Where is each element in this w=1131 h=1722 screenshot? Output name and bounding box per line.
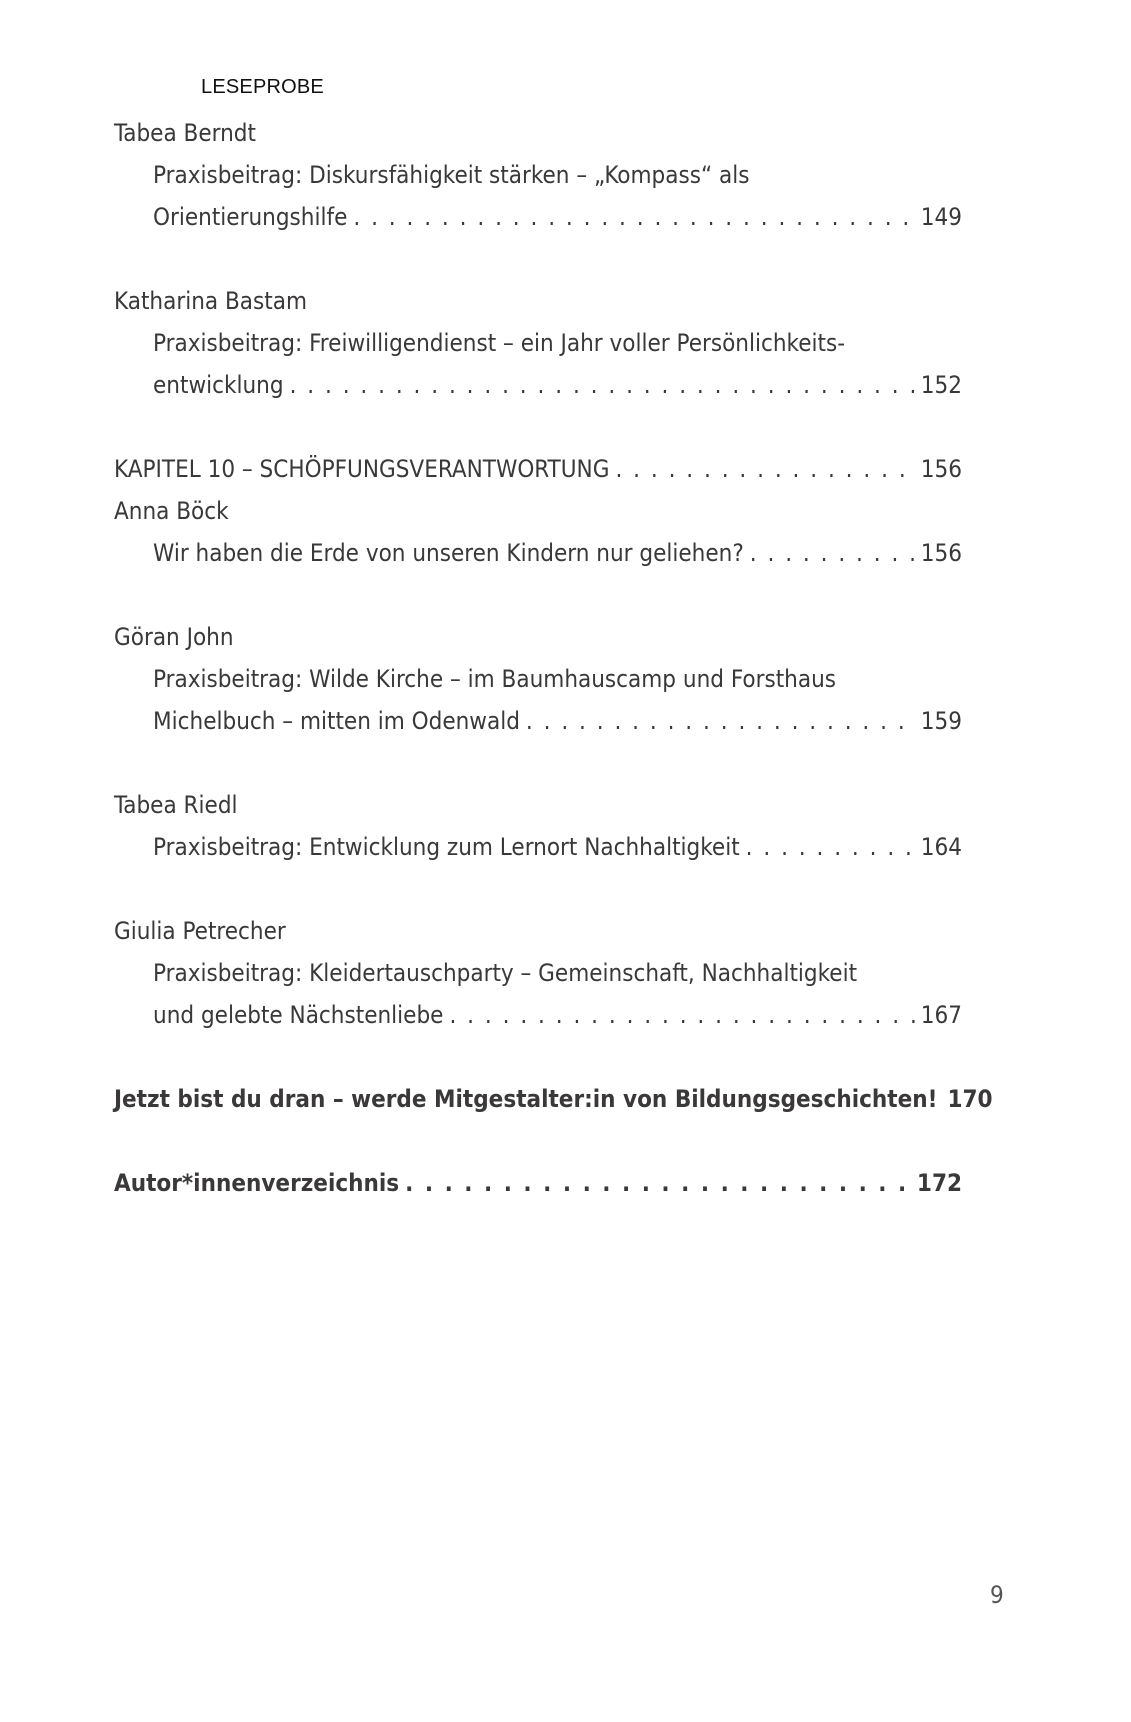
toc-author: Göran John: [114, 623, 234, 651]
toc-page-number: 152: [920, 371, 962, 399]
dot-leader: [290, 364, 917, 406]
toc-entry-last-line: [114, 532, 962, 574]
toc-entry-title-line: Praxisbeitrag: Diskursfähigkeit stärken – „Kompass“ als: [153, 161, 750, 189]
toc-section-heading: [114, 1078, 993, 1120]
chapter-title: KAPITEL 10 – SCHÖPFUNGSVERANTWORTUNG: [114, 455, 610, 483]
toc-page-number: 156: [920, 455, 962, 483]
toc-page-number: 159: [920, 707, 962, 735]
toc-entry-title-line: Michelbuch – mitten im Odenwald: [153, 707, 520, 735]
dot-leader: [526, 700, 917, 742]
dot-leader: [405, 1162, 913, 1204]
toc-author: Katharina Bastam: [114, 287, 308, 315]
toc-author: Anna Böck: [114, 497, 229, 525]
toc-entry-last-line: [114, 364, 962, 406]
toc-entry-title-line: und gelebte Nächstenliebe: [153, 1001, 444, 1029]
toc-entry-title-line: Praxisbeitrag: Wilde Kirche – im Baumhauscamp und Forsthaus: [153, 665, 837, 693]
table-of-contents: [114, 112, 993, 1204]
toc-section-heading: [114, 1162, 962, 1204]
toc-page-number: 170: [947, 1085, 993, 1113]
page-number: 9: [990, 1581, 1004, 1609]
toc-author: Giulia Petrecher: [114, 917, 286, 945]
header-label: LESEPROBE: [201, 76, 324, 98]
toc-author: Tabea Berndt: [114, 119, 256, 147]
toc-entry-title-line: Praxisbeitrag: Entwicklung zum Lernort Nachhaltigkeit: [153, 833, 740, 861]
toc-entry-last-line: [114, 196, 962, 238]
toc-entry-last-line: [114, 826, 962, 868]
section-title: Autor*innenverzeichnis: [114, 1169, 400, 1197]
dot-leader: [750, 532, 917, 574]
toc-entry-title-line: Praxisbeitrag: Freiwilligendienst – ein Jahr voller Persönlichkeits-: [153, 329, 845, 357]
dot-leader: [449, 994, 916, 1036]
toc-page-number: 164: [920, 833, 962, 861]
toc-page-number: 156: [920, 539, 962, 567]
toc-entry-title-line: Orientierungshilfe: [153, 203, 348, 231]
toc-page-number: 167: [920, 1001, 962, 1029]
toc-page-number: 172: [916, 1169, 962, 1197]
toc-entry-last-line: [114, 994, 962, 1036]
section-title: Jetzt bist du dran – werde Mitgestalter:in von Bildungsgeschichten!: [114, 1085, 938, 1113]
toc-author: Tabea Riedl: [114, 791, 238, 819]
dot-leader: [353, 196, 916, 238]
dot-leader: [746, 826, 917, 868]
toc-page-number: 149: [920, 203, 962, 231]
toc-entry-title-line: Wir haben die Erde von unseren Kindern nur geliehen?: [153, 539, 744, 567]
dot-leader: [615, 448, 916, 490]
toc-entry-title-line: Praxisbeitrag: Kleidertauschparty – Gemeinschaft, Nachhaltigkeit: [153, 959, 858, 987]
toc-entry-title-line: entwicklung: [153, 371, 284, 399]
toc-entry-last-line: [114, 700, 962, 742]
toc-chapter-heading: [114, 448, 962, 490]
